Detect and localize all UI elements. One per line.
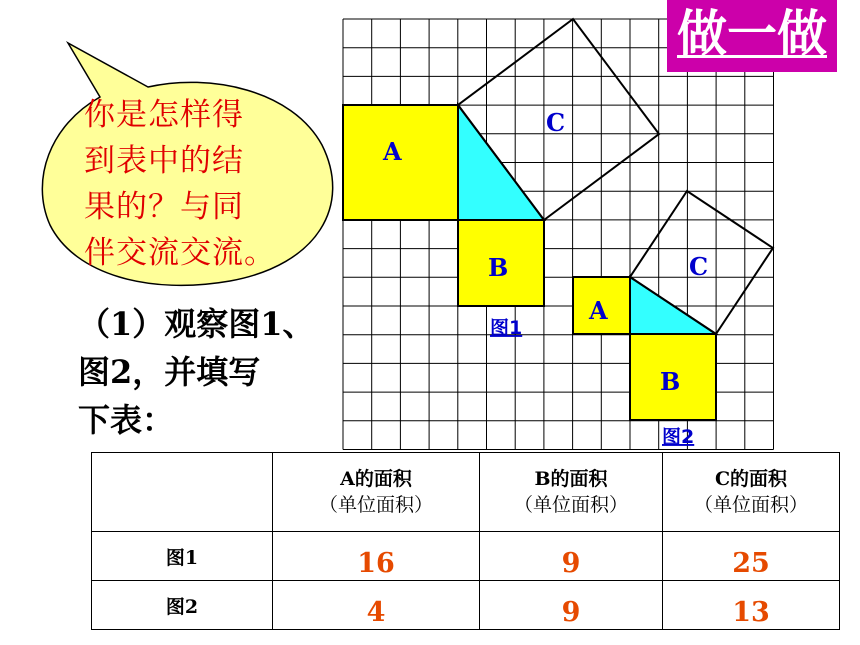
figure2-label-c: C — [689, 252, 709, 281]
cell-area-a: 4 — [273, 581, 480, 630]
area-table — [91, 452, 840, 630]
table-header-a — [273, 453, 480, 532]
figure-2 — [573, 191, 773, 448]
header-b-unit: （单位面积） — [513, 494, 628, 516]
figure2-label-b: B — [660, 367, 681, 396]
instruction-line: 下表： — [78, 401, 175, 439]
instruction-line: 图2，并填写 — [78, 353, 261, 391]
figure1-label-b: B — [488, 253, 509, 282]
bubble-line: 伴交流交流。 — [84, 235, 276, 271]
header-b-title: B的面积 — [534, 468, 608, 490]
header-a-title: A的面积 — [340, 468, 412, 490]
figure1-caption: 图1 — [490, 317, 523, 339]
title-badge: 做一做 — [667, 0, 837, 72]
bubble-line: 果的？与同 — [84, 189, 244, 225]
header-c-unit: （单位面积） — [693, 494, 808, 516]
header-a-unit: （单位面积） — [318, 494, 433, 516]
row-label: 图2 — [92, 581, 273, 630]
cell-area-b: 9 — [480, 581, 663, 630]
table-row — [92, 532, 840, 581]
cell-area-a: 16 — [273, 532, 480, 581]
instruction-line: （1）观察图1、 — [78, 305, 315, 343]
table-header-b — [480, 453, 663, 532]
row-label: 图1 — [92, 532, 273, 581]
cell-area-b: 9 — [480, 532, 663, 581]
table-header-row — [92, 453, 840, 532]
bubble-text — [84, 92, 284, 276]
figure1-label-c: C — [546, 108, 566, 137]
figure2-caption: 图2 — [662, 426, 695, 448]
figure2-label-a: A — [589, 296, 608, 325]
table-header-empty — [92, 453, 273, 532]
header-c-title: C的面积 — [714, 468, 788, 490]
bubble-line: 到表中的结 — [84, 143, 244, 179]
bubble-line: 你是怎样得 — [84, 97, 244, 133]
figure1-label-a: A — [383, 137, 402, 166]
cell-area-c: 13 — [663, 581, 840, 630]
cell-area-c: 25 — [663, 532, 840, 581]
speech-bubble — [30, 35, 350, 305]
instruction-text — [78, 300, 348, 444]
table-header-c — [663, 453, 840, 532]
table-row — [92, 581, 840, 630]
